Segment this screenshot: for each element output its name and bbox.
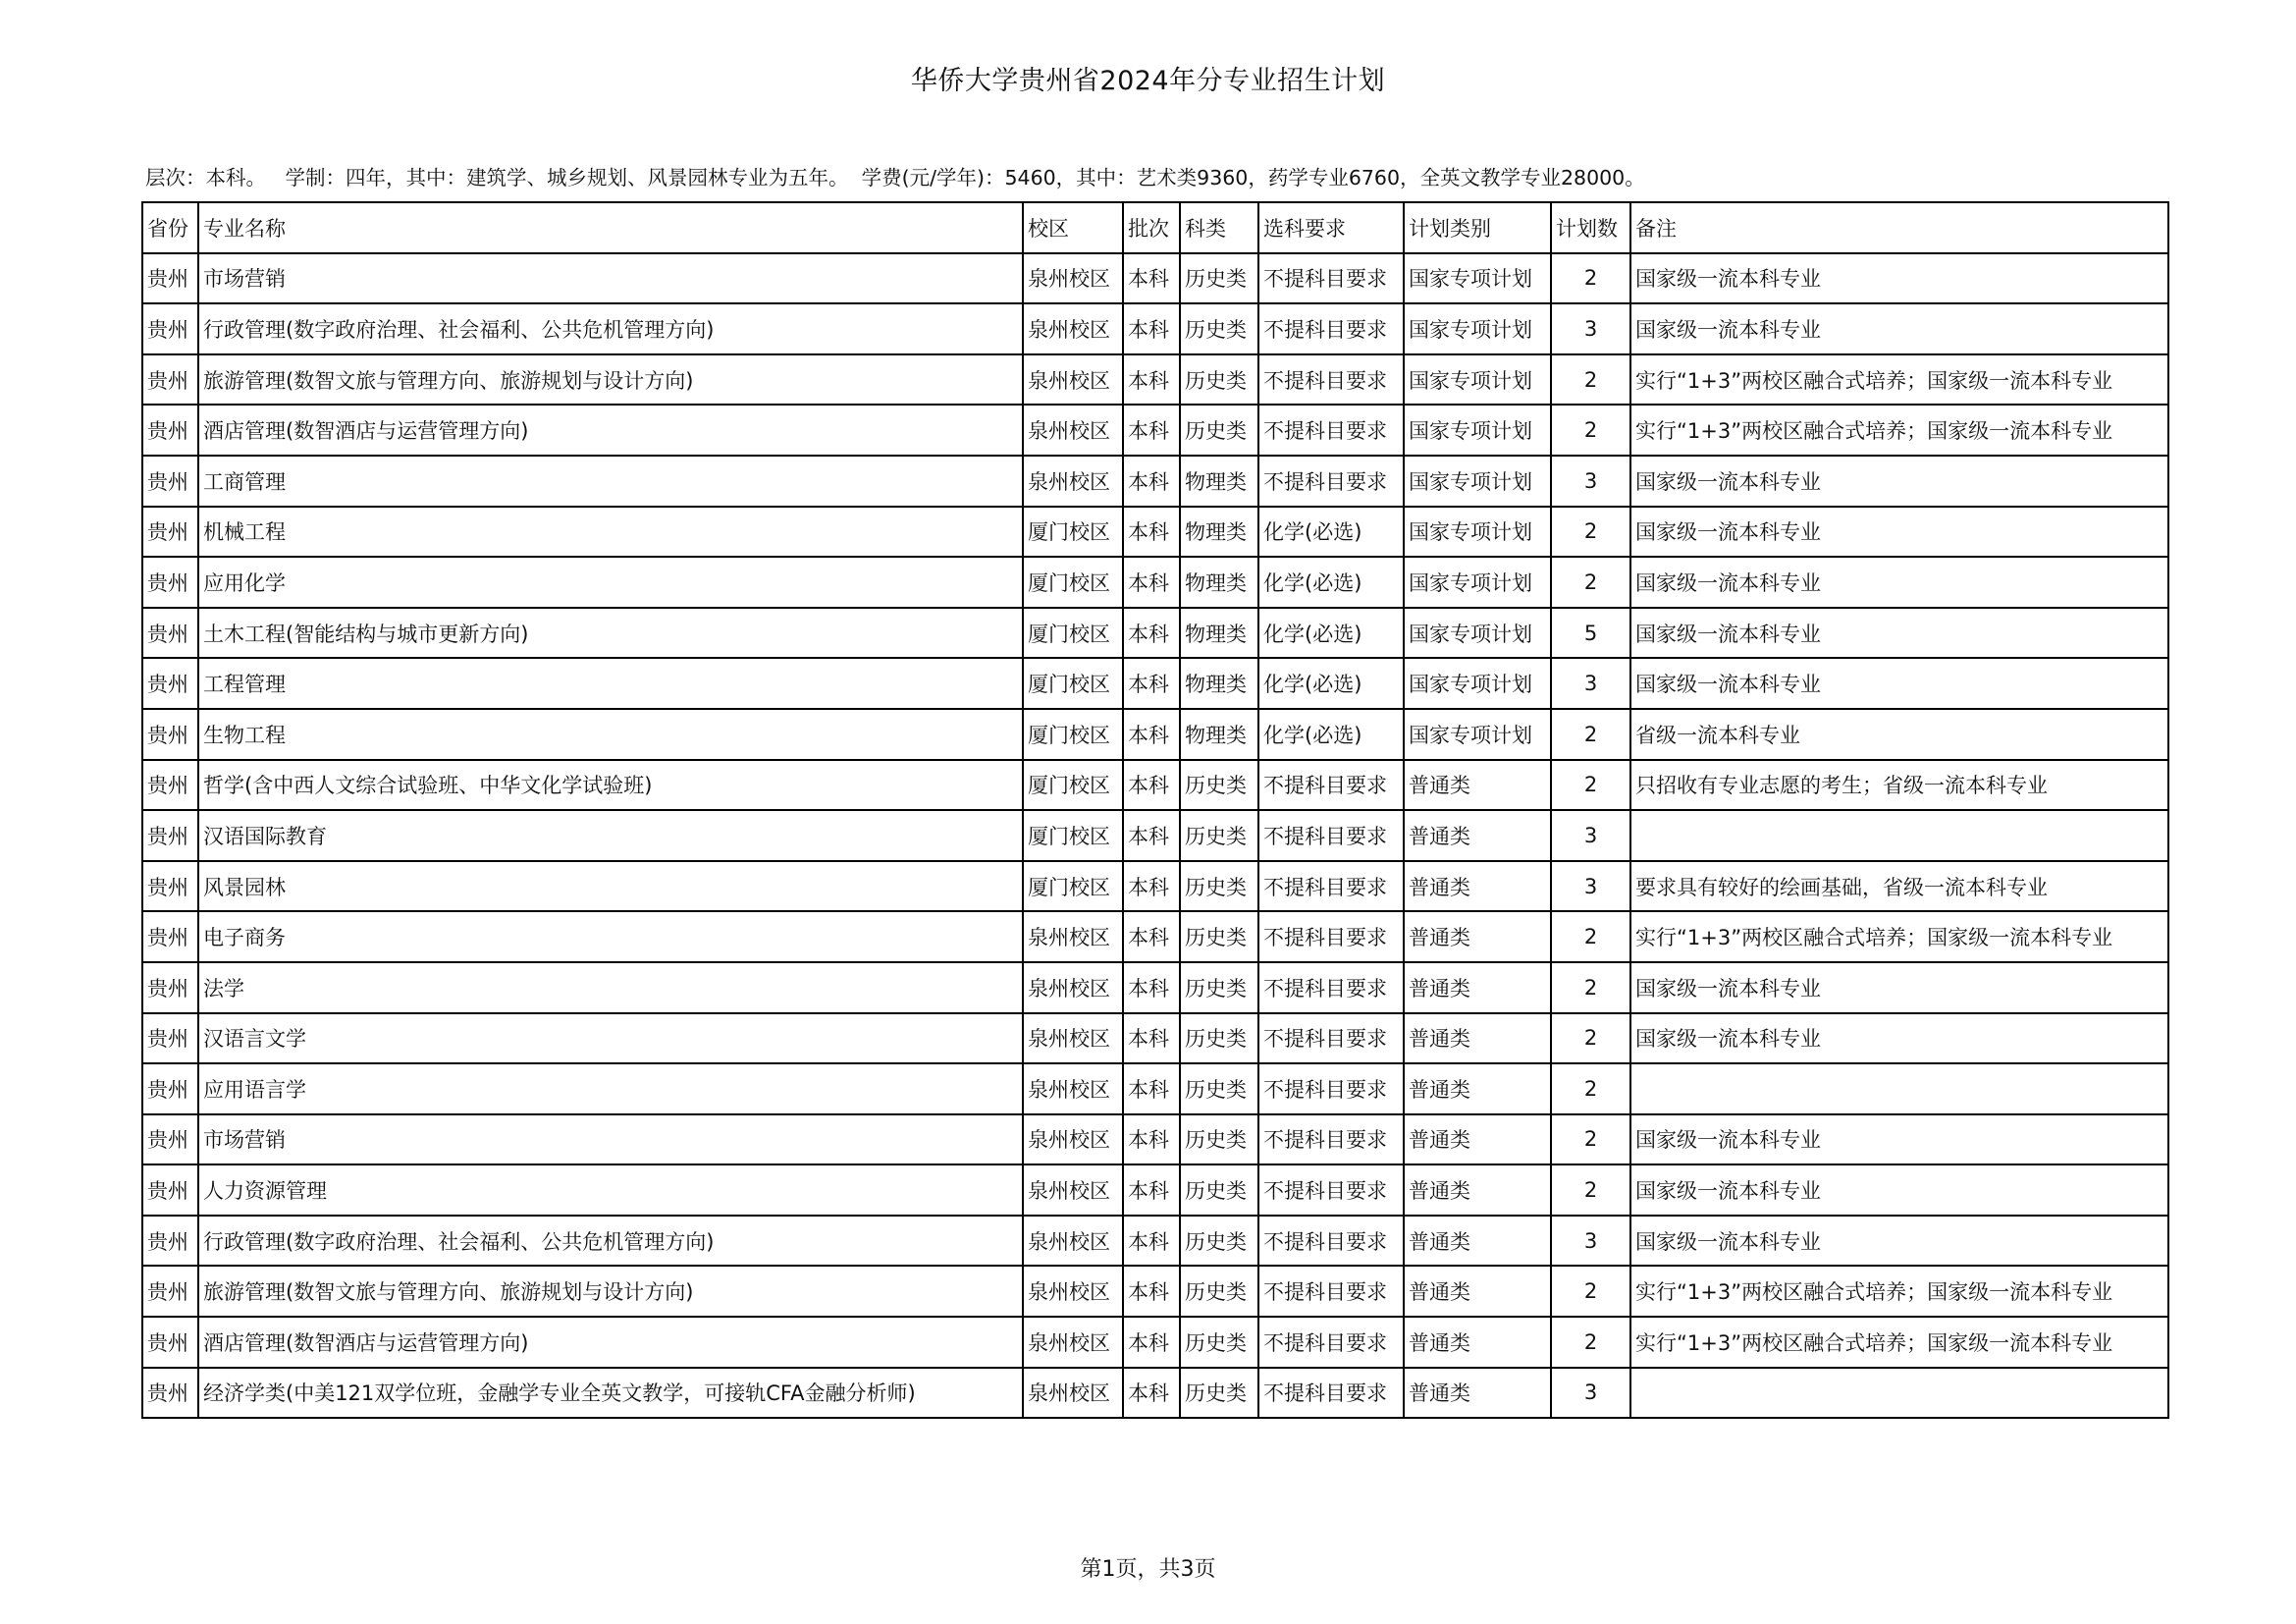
- header-province: 省份: [142, 202, 198, 253]
- cell-plan-count: 2: [1551, 1013, 1630, 1064]
- cell-major: 市场营销: [198, 1114, 1023, 1165]
- cell-batch: 本科: [1123, 253, 1180, 304]
- cell-subject-category: 历史类: [1180, 911, 1258, 962]
- cell-subject-requirement: 化学(必选): [1258, 557, 1404, 608]
- cell-batch: 本科: [1123, 911, 1180, 962]
- cell-province: 贵州: [142, 405, 198, 456]
- cell-plan-count: 2: [1551, 1063, 1630, 1114]
- table-row: [142, 1063, 2168, 1114]
- cell-province: 贵州: [142, 303, 198, 354]
- cell-batch: 本科: [1123, 760, 1180, 811]
- cell-remarks: 国家级一流本科专业: [1630, 608, 2168, 659]
- page-title: 华侨大学贵州省2024年分专业招生计划: [910, 66, 1386, 96]
- cell-subject-requirement: 不提科目要求: [1258, 1164, 1404, 1216]
- cell-campus: 厦门校区: [1023, 557, 1123, 608]
- cell-campus: 泉州校区: [1023, 1216, 1123, 1267]
- cell-subject-requirement: 不提科目要求: [1258, 1266, 1404, 1317]
- cell-plan-count: 2: [1551, 507, 1630, 558]
- cell-campus: 厦门校区: [1023, 658, 1123, 709]
- cell-major: 经济学类(中美121双学位班，金融学专业全英文教学，可接轨CFA金融分析师): [198, 1368, 1023, 1419]
- cell-batch: 本科: [1123, 962, 1180, 1013]
- table-row: [142, 658, 2168, 709]
- cell-major: 行政管理(数字政府治理、社会福利、公共危机管理方向): [198, 1216, 1023, 1267]
- cell-plan-count: 2: [1551, 1164, 1630, 1216]
- table-header-row: [142, 202, 2168, 253]
- cell-subject-category: 物理类: [1180, 507, 1258, 558]
- cell-plan-type: 国家专项计划: [1404, 253, 1551, 304]
- cell-major: 汉语国际教育: [198, 810, 1023, 861]
- cell-plan-count: 2: [1551, 557, 1630, 608]
- cell-subject-category: 历史类: [1180, 354, 1258, 406]
- cell-major: 应用化学: [198, 557, 1023, 608]
- cell-plan-count: 3: [1551, 456, 1630, 507]
- cell-major: 酒店管理(数智酒店与运营管理方向): [198, 1317, 1023, 1368]
- cell-plan-type: 普通类: [1404, 760, 1551, 811]
- cell-batch: 本科: [1123, 709, 1180, 760]
- cell-batch: 本科: [1123, 1317, 1180, 1368]
- cell-subject-category: 历史类: [1180, 1164, 1258, 1216]
- cell-batch: 本科: [1123, 507, 1180, 558]
- cell-remarks: 国家级一流本科专业: [1630, 1216, 2168, 1267]
- table-row: [142, 303, 2168, 354]
- cell-remarks: 国家级一流本科专业: [1630, 962, 2168, 1013]
- cell-campus: 厦门校区: [1023, 709, 1123, 760]
- cell-subject-requirement: 不提科目要求: [1258, 911, 1404, 962]
- cell-province: 贵州: [142, 1013, 198, 1064]
- cell-remarks: 实行“1+3”两校区融合式培养；国家级一流本科专业: [1630, 1317, 2168, 1368]
- cell-major: 汉语言文学: [198, 1013, 1023, 1064]
- cell-remarks: 省级一流本科专业: [1630, 709, 2168, 760]
- cell-province: 贵州: [142, 1216, 198, 1267]
- table-row: [142, 911, 2168, 962]
- cell-subject-requirement: 不提科目要求: [1258, 810, 1404, 861]
- cell-remarks: 国家级一流本科专业: [1630, 1114, 2168, 1165]
- cell-province: 贵州: [142, 760, 198, 811]
- cell-campus: 泉州校区: [1023, 253, 1123, 304]
- cell-subject-requirement: 不提科目要求: [1258, 303, 1404, 354]
- cell-remarks: [1630, 810, 2168, 861]
- cell-campus: 泉州校区: [1023, 1317, 1123, 1368]
- cell-batch: 本科: [1123, 354, 1180, 406]
- cell-subject-requirement: 不提科目要求: [1258, 760, 1404, 811]
- cell-batch: 本科: [1123, 1368, 1180, 1419]
- cell-campus: 泉州校区: [1023, 1368, 1123, 1419]
- cell-batch: 本科: [1123, 1013, 1180, 1064]
- cell-province: 贵州: [142, 1368, 198, 1419]
- cell-plan-count: 2: [1551, 709, 1630, 760]
- cell-subject-requirement: 不提科目要求: [1258, 1063, 1404, 1114]
- cell-province: 贵州: [142, 253, 198, 304]
- cell-plan-type: 国家专项计划: [1404, 456, 1551, 507]
- cell-plan-type: 普通类: [1404, 1013, 1551, 1064]
- cell-plan-type: 普通类: [1404, 1063, 1551, 1114]
- table-row: [142, 608, 2168, 659]
- cell-plan-count: 2: [1551, 253, 1630, 304]
- cell-batch: 本科: [1123, 456, 1180, 507]
- cell-plan-count: 3: [1551, 658, 1630, 709]
- cell-subject-category: 物理类: [1180, 658, 1258, 709]
- table-row: [142, 1317, 2168, 1368]
- cell-province: 贵州: [142, 1266, 198, 1317]
- cell-subject-category: 物理类: [1180, 456, 1258, 507]
- cell-subject-category: 历史类: [1180, 861, 1258, 912]
- cell-plan-type: 普通类: [1404, 810, 1551, 861]
- cell-province: 贵州: [142, 507, 198, 558]
- cell-subject-requirement: 不提科目要求: [1258, 1368, 1404, 1419]
- cell-major: 人力资源管理: [198, 1164, 1023, 1216]
- table-row: [142, 962, 2168, 1013]
- table-row: [142, 507, 2168, 558]
- cell-province: 贵州: [142, 1317, 198, 1368]
- cell-plan-type: 国家专项计划: [1404, 557, 1551, 608]
- table-row: [142, 861, 2168, 912]
- cell-subject-requirement: 化学(必选): [1258, 507, 1404, 558]
- cell-campus: 厦门校区: [1023, 760, 1123, 811]
- cell-plan-type: 国家专项计划: [1404, 507, 1551, 558]
- cell-plan-count: 3: [1551, 1368, 1630, 1419]
- cell-subject-requirement: 化学(必选): [1258, 709, 1404, 760]
- cell-plan-count: 3: [1551, 1216, 1630, 1267]
- table-row: [142, 557, 2168, 608]
- cell-batch: 本科: [1123, 405, 1180, 456]
- cell-subject-requirement: 不提科目要求: [1258, 861, 1404, 912]
- cell-province: 贵州: [142, 557, 198, 608]
- cell-plan-count: 3: [1551, 861, 1630, 912]
- cell-province: 贵州: [142, 1164, 198, 1216]
- cell-remarks: 国家级一流本科专业: [1630, 1164, 2168, 1216]
- cell-plan-count: 2: [1551, 962, 1630, 1013]
- cell-plan-count: 2: [1551, 760, 1630, 811]
- cell-plan-type: 普通类: [1404, 962, 1551, 1013]
- table-row: [142, 354, 2168, 406]
- cell-subject-requirement: 化学(必选): [1258, 658, 1404, 709]
- cell-province: 贵州: [142, 608, 198, 659]
- table-row: [142, 1368, 2168, 1419]
- enrollment-plan-table: [141, 201, 2169, 1419]
- cell-campus: 泉州校区: [1023, 1063, 1123, 1114]
- cell-plan-type: 国家专项计划: [1404, 658, 1551, 709]
- cell-subject-category: 历史类: [1180, 1063, 1258, 1114]
- cell-remarks: 实行“1+3”两校区融合式培养；国家级一流本科专业: [1630, 354, 2168, 406]
- cell-subject-requirement: 不提科目要求: [1258, 962, 1404, 1013]
- table-row: [142, 810, 2168, 861]
- cell-plan-count: 3: [1551, 810, 1630, 861]
- cell-plan-count: 2: [1551, 1266, 1630, 1317]
- cell-plan-count: 5: [1551, 608, 1630, 659]
- header-major: 专业名称: [198, 202, 1023, 253]
- cell-remarks: 实行“1+3”两校区融合式培养；国家级一流本科专业: [1630, 405, 2168, 456]
- cell-major: 生物工程: [198, 709, 1023, 760]
- cell-subject-requirement: 不提科目要求: [1258, 354, 1404, 406]
- cell-campus: 泉州校区: [1023, 303, 1123, 354]
- cell-remarks: 实行“1+3”两校区融合式培养；国家级一流本科专业: [1630, 911, 2168, 962]
- cell-subject-category: 历史类: [1180, 1013, 1258, 1064]
- cell-plan-count: 2: [1551, 405, 1630, 456]
- cell-campus: 厦门校区: [1023, 810, 1123, 861]
- cell-campus: 泉州校区: [1023, 1266, 1123, 1317]
- cell-remarks: 要求具有较好的绘画基础，省级一流本科专业: [1630, 861, 2168, 912]
- cell-remarks: 国家级一流本科专业: [1630, 507, 2168, 558]
- cell-campus: 厦门校区: [1023, 608, 1123, 659]
- header-plan-type: 计划类别: [1404, 202, 1551, 253]
- table-row: [142, 456, 2168, 507]
- cell-subject-requirement: 化学(必选): [1258, 608, 1404, 659]
- cell-subject-category: 物理类: [1180, 608, 1258, 659]
- cell-plan-count: 3: [1551, 303, 1630, 354]
- cell-subject-requirement: 不提科目要求: [1258, 1114, 1404, 1165]
- cell-batch: 本科: [1123, 810, 1180, 861]
- cell-major: 工程管理: [198, 658, 1023, 709]
- cell-province: 贵州: [142, 810, 198, 861]
- cell-remarks: 国家级一流本科专业: [1630, 303, 2168, 354]
- cell-plan-count: 2: [1551, 1114, 1630, 1165]
- table-row: [142, 405, 2168, 456]
- header-subject-requirement: 选科要求: [1258, 202, 1404, 253]
- enrollment-info: 层次：本科。 学制：四年，其中：建筑学、城乡规划、风景园林专业为五年。 学费(元/学年)：5460，其中：艺术类9360，药学专业6760，全英文教学专业28000。: [145, 166, 1645, 189]
- table-row: [142, 1164, 2168, 1216]
- cell-province: 贵州: [142, 658, 198, 709]
- cell-plan-type: 普通类: [1404, 1266, 1551, 1317]
- cell-subject-requirement: 不提科目要求: [1258, 1317, 1404, 1368]
- cell-subject-category: 历史类: [1180, 1114, 1258, 1165]
- cell-remarks: 国家级一流本科专业: [1630, 658, 2168, 709]
- cell-remarks: 国家级一流本科专业: [1630, 557, 2168, 608]
- cell-batch: 本科: [1123, 608, 1180, 659]
- header-campus: 校区: [1023, 202, 1123, 253]
- cell-subject-category: 历史类: [1180, 1368, 1258, 1419]
- cell-major: 机械工程: [198, 507, 1023, 558]
- cell-major: 市场营销: [198, 253, 1023, 304]
- cell-subject-category: 历史类: [1180, 810, 1258, 861]
- cell-province: 贵州: [142, 709, 198, 760]
- cell-plan-count: 2: [1551, 911, 1630, 962]
- cell-plan-type: 普通类: [1404, 1114, 1551, 1165]
- cell-batch: 本科: [1123, 1114, 1180, 1165]
- header-remarks: 备注: [1630, 202, 2168, 253]
- cell-major: 旅游管理(数智文旅与管理方向、旅游规划与设计方向): [198, 1266, 1023, 1317]
- cell-subject-requirement: 不提科目要求: [1258, 1013, 1404, 1064]
- cell-remarks: 只招收有专业志愿的考生；省级一流本科专业: [1630, 760, 2168, 811]
- cell-remarks: 国家级一流本科专业: [1630, 1013, 2168, 1064]
- cell-subject-category: 历史类: [1180, 962, 1258, 1013]
- table-row: [142, 760, 2168, 811]
- cell-subject-category: 历史类: [1180, 1216, 1258, 1267]
- cell-campus: 泉州校区: [1023, 354, 1123, 406]
- cell-subject-category: 历史类: [1180, 1266, 1258, 1317]
- cell-major: 酒店管理(数智酒店与运营管理方向): [198, 405, 1023, 456]
- cell-campus: 泉州校区: [1023, 456, 1123, 507]
- cell-plan-type: 国家专项计划: [1404, 303, 1551, 354]
- cell-batch: 本科: [1123, 557, 1180, 608]
- header-plan-count: 计划数: [1551, 202, 1630, 253]
- table-row: [142, 709, 2168, 760]
- cell-campus: 厦门校区: [1023, 861, 1123, 912]
- cell-plan-type: 国家专项计划: [1404, 608, 1551, 659]
- cell-remarks: 国家级一流本科专业: [1630, 253, 2168, 304]
- cell-campus: 泉州校区: [1023, 911, 1123, 962]
- cell-subject-category: 历史类: [1180, 303, 1258, 354]
- cell-major: 行政管理(数字政府治理、社会福利、公共危机管理方向): [198, 303, 1023, 354]
- cell-batch: 本科: [1123, 1164, 1180, 1216]
- cell-plan-type: 普通类: [1404, 1164, 1551, 1216]
- cell-plan-type: 普通类: [1404, 1216, 1551, 1267]
- page-number: 第1页，共3页: [1080, 1557, 1216, 1582]
- cell-province: 贵州: [142, 861, 198, 912]
- cell-province: 贵州: [142, 962, 198, 1013]
- table-row: [142, 1013, 2168, 1064]
- cell-plan-type: 普通类: [1404, 911, 1551, 962]
- cell-plan-count: 2: [1551, 354, 1630, 406]
- cell-province: 贵州: [142, 911, 198, 962]
- cell-batch: 本科: [1123, 1063, 1180, 1114]
- table-row: [142, 1266, 2168, 1317]
- cell-plan-type: 普通类: [1404, 1368, 1551, 1419]
- cell-province: 贵州: [142, 354, 198, 406]
- cell-remarks: 国家级一流本科专业: [1630, 456, 2168, 507]
- cell-subject-requirement: 不提科目要求: [1258, 1216, 1404, 1267]
- header-subject-category: 科类: [1180, 202, 1258, 253]
- cell-plan-type: 国家专项计划: [1404, 405, 1551, 456]
- cell-plan-type: 国家专项计划: [1404, 354, 1551, 406]
- cell-subject-requirement: 不提科目要求: [1258, 456, 1404, 507]
- cell-plan-count: 2: [1551, 1317, 1630, 1368]
- cell-subject-category: 历史类: [1180, 1317, 1258, 1368]
- cell-campus: 泉州校区: [1023, 962, 1123, 1013]
- cell-plan-type: 普通类: [1404, 1317, 1551, 1368]
- cell-major: 工商管理: [198, 456, 1023, 507]
- cell-subject-category: 历史类: [1180, 405, 1258, 456]
- cell-remarks: 实行“1+3”两校区融合式培养；国家级一流本科专业: [1630, 1266, 2168, 1317]
- cell-remarks: [1630, 1368, 2168, 1419]
- cell-subject-requirement: 不提科目要求: [1258, 253, 1404, 304]
- table-row: [142, 1114, 2168, 1165]
- cell-batch: 本科: [1123, 1216, 1180, 1267]
- cell-subject-category: 历史类: [1180, 760, 1258, 811]
- cell-major: 法学: [198, 962, 1023, 1013]
- cell-campus: 厦门校区: [1023, 507, 1123, 558]
- cell-major: 土木工程(智能结构与城市更新方向): [198, 608, 1023, 659]
- cell-campus: 泉州校区: [1023, 1164, 1123, 1216]
- cell-plan-type: 普通类: [1404, 861, 1551, 912]
- cell-campus: 泉州校区: [1023, 405, 1123, 456]
- table-row: [142, 253, 2168, 304]
- cell-subject-requirement: 不提科目要求: [1258, 405, 1404, 456]
- cell-major: 哲学(含中西人文综合试验班、中华文化学试验班): [198, 760, 1023, 811]
- cell-subject-category: 物理类: [1180, 709, 1258, 760]
- cell-province: 贵州: [142, 456, 198, 507]
- cell-major: 应用语言学: [198, 1063, 1023, 1114]
- table-row: [142, 1216, 2168, 1267]
- cell-major: 旅游管理(数智文旅与管理方向、旅游规划与设计方向): [198, 354, 1023, 406]
- cell-major: 电子商务: [198, 911, 1023, 962]
- cell-province: 贵州: [142, 1063, 198, 1114]
- cell-remarks: [1630, 1063, 2168, 1114]
- cell-major: 风景园林: [198, 861, 1023, 912]
- cell-subject-category: 物理类: [1180, 557, 1258, 608]
- cell-province: 贵州: [142, 1114, 198, 1165]
- cell-campus: 泉州校区: [1023, 1114, 1123, 1165]
- cell-subject-category: 历史类: [1180, 253, 1258, 304]
- cell-batch: 本科: [1123, 1266, 1180, 1317]
- cell-batch: 本科: [1123, 303, 1180, 354]
- cell-batch: 本科: [1123, 658, 1180, 709]
- cell-batch: 本科: [1123, 861, 1180, 912]
- cell-campus: 泉州校区: [1023, 1013, 1123, 1064]
- cell-plan-type: 国家专项计划: [1404, 709, 1551, 760]
- header-batch: 批次: [1123, 202, 1180, 253]
